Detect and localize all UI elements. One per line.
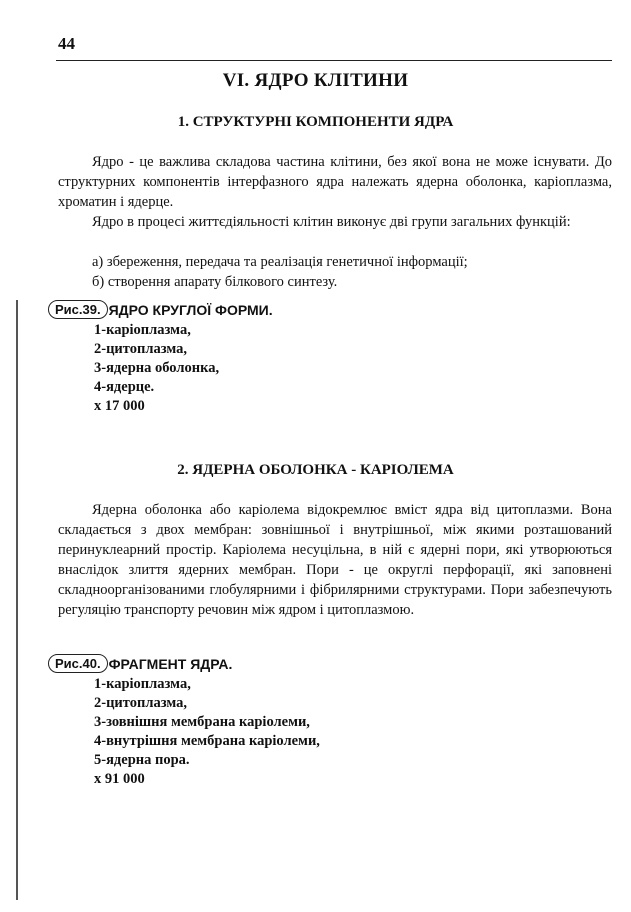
legend-item: 2-цитоплазма, xyxy=(94,341,187,357)
functions-list xyxy=(92,252,468,292)
figure-40-title: ФРАГМЕНТ ЯДРА. xyxy=(108,655,233,672)
magnification: х 91 000 xyxy=(94,771,145,787)
figure-39-caption xyxy=(48,300,273,416)
legend-item: 1-каріоплазма, xyxy=(94,676,191,692)
section-1-paragraph-2-text: Ядро в процесі життєдіяльності клітин виконує дві групи загальних функцій: xyxy=(92,214,571,230)
legend-item: 1-каріоплазма, xyxy=(94,322,191,338)
figure-40-label: Рис.40. xyxy=(48,654,108,673)
figure-39-legend xyxy=(48,321,273,416)
legend-item: 3-ядерна оболонка, xyxy=(94,360,220,376)
section-1-paragraph-2 xyxy=(58,212,612,232)
figure-39-title: ЯДРО КРУГЛОЇ ФОРМИ. xyxy=(108,301,273,318)
figure-40-legend xyxy=(48,675,320,789)
function-item: б) створення апарату білкового синтезу. xyxy=(92,274,338,290)
section-1-paragraph-1-text: Ядро - це важлива складова частина клітини, без якої вона не може існувати. До структурних компонентів інтерфазного ядра належать ядерна оболонка, каріоплазма, хроматин і ядерце. xyxy=(58,154,612,210)
magnification: х 17 000 xyxy=(94,398,145,414)
page-number: 44 xyxy=(58,34,75,53)
chapter-title: VI. ЯДРО КЛІТИНИ xyxy=(222,70,409,91)
legend-item: 4-внутрішня мембрана каріолеми, xyxy=(94,733,320,749)
section-2-paragraph-1 xyxy=(58,500,612,620)
section-1-title: 1. СТРУКТУРНІ КОМПОНЕНТИ ЯДРА xyxy=(177,114,454,130)
header-rule xyxy=(56,60,612,61)
legend-item: 5-ядерна пора. xyxy=(94,752,190,768)
legend-item: 4-ядерце. xyxy=(94,379,155,395)
section-2-title: 2. ЯДЕРНА ОБОЛОНКА - КАРІОЛЕМА xyxy=(177,462,454,478)
function-item: а) збереження, передача та реалізація генетичної інформації; xyxy=(92,254,468,270)
section-2-paragraph-1-text: Ядерна оболонка або каріолема відокремлює вміст ядра від цитоплазми. Вона складається з двох мембран: зовнішньої і внутрішньої, між якими розташований перинуклеарний простір. Каріолема несуцільна, в ній є ядерні пори, які утворюються внаслідок злиття ядерних мембран. Пори - це округлі перфорації, які заповнені складноорганізованими глобулярними і фібрилярними структурами. Пори забезпечують регуляцію транспорту речовин між ядром і цитоплазмою. xyxy=(58,502,612,618)
section-1-paragraph-1 xyxy=(58,152,612,212)
figure-40-caption xyxy=(48,654,320,789)
legend-item: 3-зовнішня мембрана каріолеми, xyxy=(94,714,310,730)
legend-item: 2-цитоплазма, xyxy=(94,695,187,711)
figure-39-label: Рис.39. xyxy=(48,300,108,319)
binding-edge-shadow xyxy=(16,300,18,900)
